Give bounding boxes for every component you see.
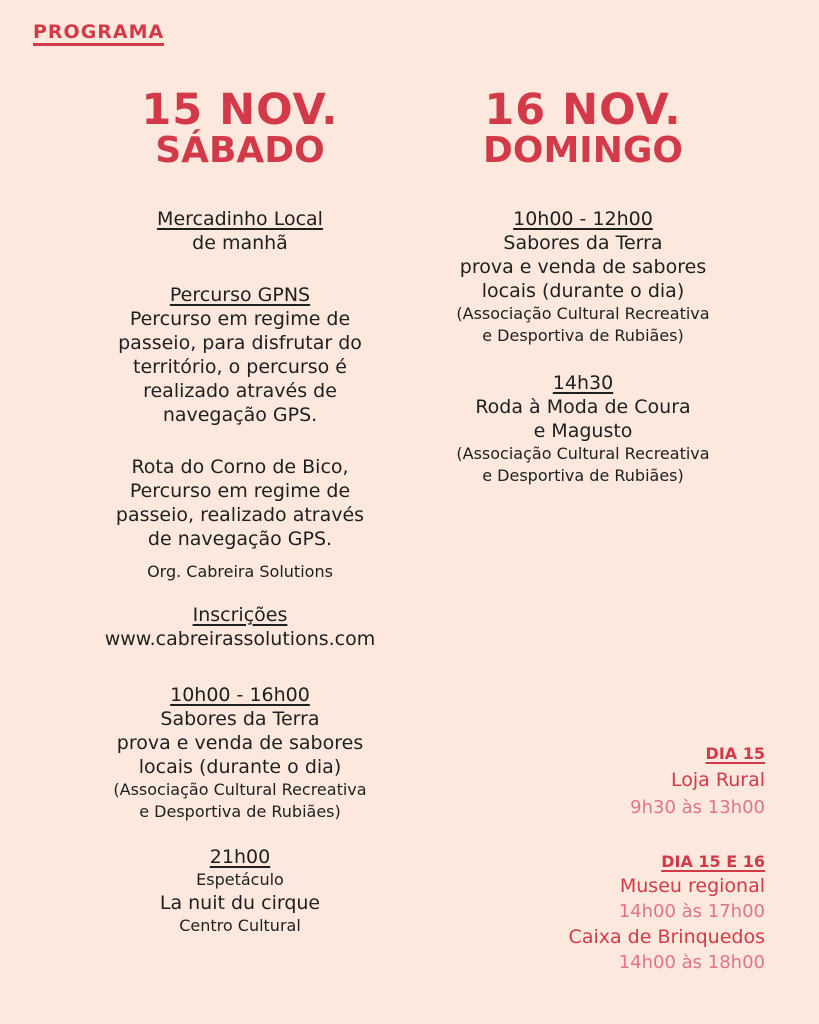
caixa-time: 14h00 às 18h00 [618, 952, 765, 973]
event-time: 10h00 - 12h00 [513, 208, 653, 230]
saturday-heading [90, 85, 390, 171]
event-title: Roda à Moda de Coura [475, 396, 691, 418]
sunday-sabores [403, 207, 763, 347]
event-text: de navegação GPS. [147, 528, 333, 550]
event-text: prova e venda de sabores [116, 732, 364, 754]
event-text: navegação GPS. [162, 404, 318, 426]
sunday-heading [433, 85, 733, 171]
sunday-roda [403, 371, 763, 487]
saturday-sabores [60, 683, 420, 823]
museu-regional: Museu regional [619, 875, 765, 897]
side-heading: DIA 15 E 16 [661, 852, 765, 871]
side-dia15-16 [465, 852, 765, 973]
event-time: 10h00 - 16h00 [170, 684, 310, 706]
event-title: Rota do Corno de Bico, [131, 456, 349, 478]
saturday-weekday: SÁBADO [155, 130, 325, 171]
event-text: passeio, para disfrutar do [118, 332, 362, 354]
sunday-date: 16 NOV. [484, 85, 682, 135]
side-heading: DIA 15 [705, 744, 765, 763]
sunday-weekday: DOMINGO [483, 130, 683, 171]
event-text: (Associação Cultural Recreativa [456, 304, 710, 323]
event-title: Mercadinho Local [157, 208, 323, 230]
event-text: e Desportiva de Rubiães) [139, 802, 341, 821]
page-header: PROGRAMA [33, 22, 164, 46]
saturday-gpns [60, 283, 420, 427]
event-title: Percurso GPNS [169, 284, 311, 306]
inscricoes-url[interactable]: www.cabreirassolutions.com [104, 628, 376, 650]
event-title: Sabores da Terra [160, 708, 320, 730]
event-text: de manhã [192, 232, 288, 254]
loja-rural-time: 9h30 às 13h00 [630, 797, 765, 818]
event-text: Centro Cultural [179, 916, 301, 935]
event-text: realizado através de [143, 380, 337, 402]
event-text: prova e venda de sabores [459, 256, 707, 278]
saturday-inscricoes [60, 603, 420, 651]
event-text: (Associação Cultural Recreativa [456, 444, 710, 463]
event-title: La nuit du cirque [159, 892, 321, 914]
side-dia15 [505, 744, 765, 818]
loja-rural: Loja Rural [671, 769, 765, 791]
saturday-rota [60, 455, 420, 583]
event-text: território, o percurso é [133, 356, 347, 378]
event-text: Percurso em regime de [129, 480, 351, 502]
saturday-column [60, 207, 420, 255]
event-text: (Associação Cultural Recreativa [113, 780, 367, 799]
saturday-cirque [60, 845, 420, 937]
event-text: Percurso em regime de [129, 308, 351, 330]
event-time: 21h00 [209, 846, 271, 868]
event-title: Sabores da Terra [503, 232, 663, 254]
event-org: Org. Cabreira Solutions [147, 562, 333, 581]
event-time: 14h30 [552, 372, 614, 394]
event-text: locais (durante o dia) [481, 280, 685, 302]
event-text: Espetáculo [196, 870, 284, 889]
museu-time: 14h00 às 17h00 [618, 901, 765, 922]
event-text: passeio, realizado através [115, 504, 365, 526]
inscricoes-title: Inscrições [192, 604, 288, 626]
event-text: e Desportiva de Rubiães) [482, 326, 684, 345]
caixa-brinquedos: Caixa de Brinquedos [568, 926, 765, 948]
event-text: locais (durante o dia) [138, 756, 342, 778]
event-title: e Magusto [533, 420, 633, 442]
saturday-date: 15 NOV. [141, 85, 339, 135]
event-text: e Desportiva de Rubiães) [482, 466, 684, 485]
